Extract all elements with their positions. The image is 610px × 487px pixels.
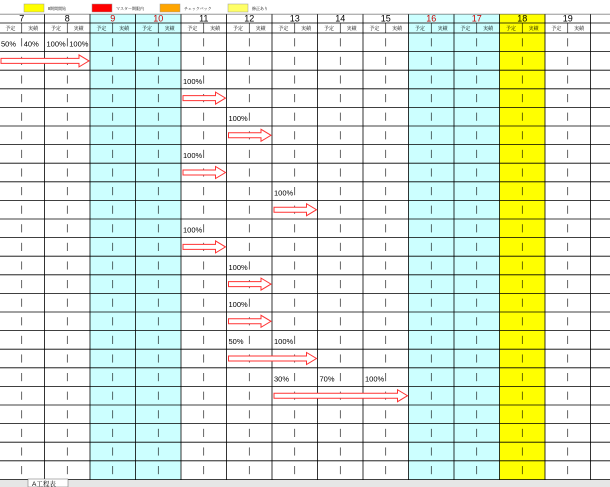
day-header[interactable]: 18 [517, 13, 528, 24]
progress-label: 100% [274, 188, 294, 198]
actual-subheader: 実績 [28, 26, 39, 32]
progress-label: 100% [183, 225, 203, 235]
schedule-arrow [274, 204, 317, 216]
day-header[interactable]: 11 [199, 13, 209, 24]
progress-label: 100% [228, 114, 248, 123]
day-header[interactable]: 13 [289, 13, 300, 24]
day-header[interactable]: 7 [19, 13, 25, 24]
progress-label: 70% [319, 374, 335, 384]
actual-subheader: 実績 [210, 26, 221, 32]
progress-label: 100% [365, 374, 385, 384]
legend-strip [0, 0, 610, 14]
actual-subheader: 実績 [73, 26, 84, 32]
plan-subheader: 予定 [278, 26, 289, 32]
legend-swatch [160, 4, 180, 12]
progress-label: 100% [46, 39, 66, 49]
day-header[interactable]: 9 [110, 13, 116, 24]
sheet-tab-label[interactable]: A工程表 [32, 481, 56, 487]
day-header[interactable]: 8 [64, 13, 70, 24]
plan-subheader: 予定 [50, 26, 61, 32]
legend-swatch [92, 4, 112, 12]
day-header[interactable]: 19 [562, 13, 573, 24]
schedule-arrow [229, 315, 272, 327]
day-header[interactable]: 16 [426, 13, 437, 24]
progress-label: 100% [228, 300, 248, 309]
legend-label: チェックバック [184, 6, 212, 11]
plan-subheader: 予定 [141, 26, 152, 32]
actual-subheader: 実績 [392, 26, 403, 32]
plan-subheader: 予定 [96, 26, 107, 32]
day-header[interactable]: 15 [380, 13, 391, 24]
schedule-arrow [183, 167, 226, 179]
actual-subheader: 実績 [255, 26, 266, 32]
day-header[interactable]: 10 [153, 13, 164, 24]
progress-label: 30% [274, 374, 290, 384]
legend-label: 修正あり [252, 6, 268, 11]
legend-label: Ⅱ期間開始 [48, 6, 66, 11]
plan-subheader: 予定 [414, 26, 425, 32]
progress-label: 50% [1, 39, 17, 49]
day-header[interactable]: 12 [244, 13, 255, 24]
progress-label: 50% [228, 337, 244, 347]
plan-subheader: 予定 [323, 26, 334, 32]
day-header[interactable]: 17 [471, 13, 482, 24]
progress-label: 100% [183, 151, 203, 161]
schedule-arrow [229, 278, 272, 290]
plan-subheader: 予定 [505, 26, 516, 32]
progress-label: 100% [228, 262, 248, 272]
legend-label: マスター期限内 [116, 6, 144, 11]
legend-swatch [24, 4, 44, 12]
actual-subheader: 実績 [346, 26, 357, 32]
actual-subheader: 実績 [301, 26, 312, 32]
schedule-arrow [229, 353, 317, 365]
schedule-arrow [183, 92, 226, 104]
actual-subheader: 実績 [483, 26, 494, 32]
progress-label: 40% [23, 39, 39, 49]
progress-label: 100% [69, 39, 89, 49]
actual-subheader: 実績 [164, 26, 175, 32]
actual-subheader: 実績 [528, 26, 539, 32]
plan-subheader: 予定 [5, 26, 16, 32]
schedule-arrow [1, 55, 89, 67]
tab-bar [0, 480, 610, 487]
plan-subheader: 予定 [232, 26, 243, 32]
actual-subheader: 実績 [574, 26, 585, 32]
schedule-arrow [183, 241, 226, 253]
actual-subheader: 実績 [119, 26, 130, 32]
plan-subheader: 予定 [551, 26, 562, 32]
plan-subheader: 予定 [460, 26, 471, 32]
progress-label: 100% [274, 337, 294, 347]
plan-subheader: 予定 [369, 26, 380, 32]
legend-swatch [228, 4, 248, 12]
schedule-arrow [229, 129, 272, 141]
plan-subheader: 予定 [187, 26, 198, 32]
schedule-arrow [274, 390, 408, 402]
actual-subheader: 実績 [437, 26, 448, 32]
progress-label: 100% [183, 76, 203, 86]
day-header[interactable]: 14 [335, 13, 346, 24]
